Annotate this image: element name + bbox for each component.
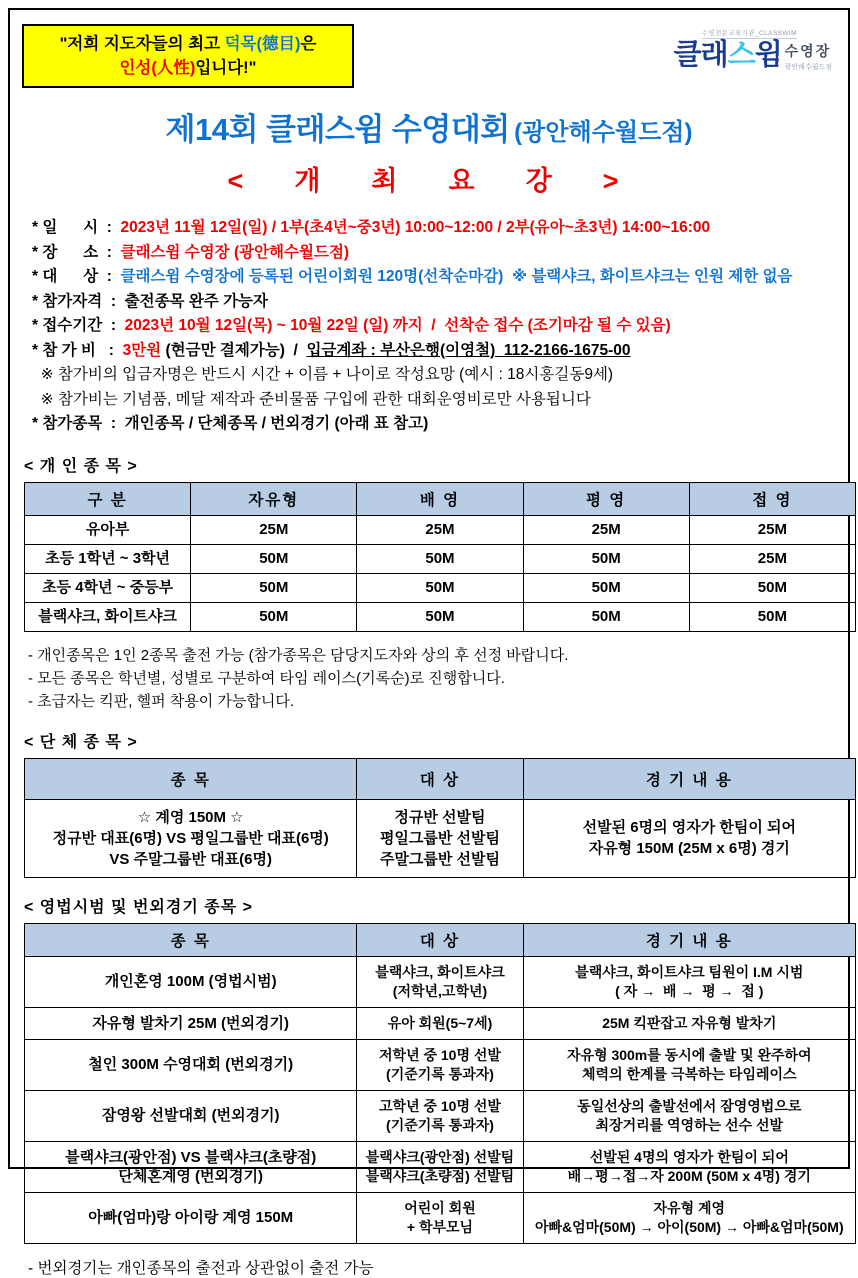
table-cell-line: 아빠&엄마(50M) → 아이(50M) → 아빠&엄마(50M) xyxy=(534,1218,844,1235)
table-header-cell: 경 기 내 용 xyxy=(523,923,855,956)
table-cell xyxy=(25,956,357,1007)
table-cell xyxy=(357,1090,523,1141)
exhibition-events-heading: < 영법시범 및 번외경기 종목 > xyxy=(24,898,253,916)
logo-wordmark-part: 클래 xyxy=(673,39,728,71)
text-segment: 인성(人性) xyxy=(119,59,196,77)
text-segment: * 일 시 : xyxy=(32,219,121,236)
table-cell-line: 블랙샤크, 화이트샤크 팀원이 I.M 시범 xyxy=(575,963,804,980)
table-cell xyxy=(523,602,689,631)
table-cell-line: + 학부모님 xyxy=(406,1218,474,1235)
table-cell-line: 블랙샤크(초량점) 선발팀 xyxy=(365,1167,515,1184)
logo-main xyxy=(674,39,832,72)
table-cell-line: 선발된 4명의 영자가 한팀이 되어 xyxy=(589,1148,789,1165)
table-cell xyxy=(25,799,357,877)
table-row xyxy=(25,799,856,877)
table-cell-line: 유아 회원(5~7세) xyxy=(387,1014,493,1031)
table-cell-line: 철인 300M 수영대회 (번외경기) xyxy=(88,1056,294,1073)
table-cell-line: 50M xyxy=(425,607,455,625)
title-branch: (광안해수월드점) xyxy=(514,119,693,146)
table-cell-line: (기준기록 통과자) xyxy=(386,1116,494,1133)
table-row xyxy=(25,602,856,631)
info-line xyxy=(32,339,836,364)
table-cell xyxy=(191,602,357,631)
table-cell xyxy=(357,1007,523,1039)
text-segment: 개인종목 / 단체종목 / 번외경기 (아래 표 참고) xyxy=(124,415,429,432)
logo-wordmark-part: 윔 xyxy=(754,39,782,71)
table-header-row xyxy=(25,758,856,799)
table-header-cell: 대 상 xyxy=(357,758,523,799)
table-cell-line: (저학년,고학년) xyxy=(392,982,488,999)
text-segment: 출전종목 완주 가능자 xyxy=(124,292,268,310)
text-segment: * 접수기간 : xyxy=(32,317,125,334)
text-segment: 클래스윔 수영장 (광안해수월드점) xyxy=(120,243,350,261)
text-segment: * 장 소 : xyxy=(32,243,121,261)
text-segment: * 참가종목 : xyxy=(32,415,125,432)
text-segment: 은 xyxy=(300,35,317,53)
exhibition-events-table xyxy=(24,923,856,1244)
table-cell-line: 자유형 300m를 동시에 출발 및 완주하여 xyxy=(566,1046,812,1063)
table-cell-line: 아빠(엄마)랑 아이랑 계영 150M xyxy=(88,1209,294,1226)
text-segment: ※ 참가비의 입금자명은 반드시 시간 + 이름 + 나이로 작성요망 (예시 : 18시홍길동9세) xyxy=(32,366,614,383)
table-cell xyxy=(357,1192,523,1243)
info-note-line xyxy=(32,388,836,413)
table-cell xyxy=(357,956,523,1007)
document-header xyxy=(22,24,836,88)
table-cell xyxy=(523,1039,855,1090)
text-segment: ※ 참가비는 기념품, 메달 제작과 준비물품 구입에 관한 대회운영비로만 사용됩니다 xyxy=(32,390,591,408)
table-cell xyxy=(25,1192,357,1243)
table-cell xyxy=(523,1192,855,1243)
table-cell-line: 어린이 회원 xyxy=(404,1199,476,1216)
document-title xyxy=(22,104,836,149)
table-cell xyxy=(523,544,689,573)
table-cell-line: 잠영왕 선발대회 (번외경기) xyxy=(101,1107,280,1124)
table-row xyxy=(25,1141,856,1192)
info-line xyxy=(32,265,836,290)
table-row xyxy=(25,544,856,573)
table-cell-line: 50M xyxy=(757,607,787,625)
table-cell-line: 체력의 한계를 극복하는 타임레이스 xyxy=(582,1065,797,1082)
text-segment: 2023년 10월 12일(목) ~ 10월 22일 (일) 까지 / 선착순 접수 (조기마감 될 수 있음) xyxy=(124,317,671,334)
logo-wordmark xyxy=(674,39,782,71)
table-cell xyxy=(191,515,357,544)
team-events-table xyxy=(24,758,856,878)
table-cell xyxy=(25,1007,357,1039)
table-cell xyxy=(25,573,191,602)
table-cell xyxy=(523,1007,855,1039)
logo-branch-label: 광안해수월드점 xyxy=(784,64,832,71)
table-cell-line: 블랙샤크(광안점) VS 블랙샤크(초량점) xyxy=(65,1148,317,1166)
info-line xyxy=(32,241,836,266)
info-line xyxy=(32,314,836,339)
table-header-row xyxy=(25,923,856,956)
table-cell xyxy=(689,602,855,631)
table-cell-line: 배→평→접→자 200M (50M x 4명) 경기 xyxy=(567,1167,811,1184)
table-row xyxy=(25,573,856,602)
table-header-row xyxy=(25,482,856,515)
table-cell-line: 초등 1학년 ~ 3학년 xyxy=(45,549,171,567)
text-segment: * 참 가 비 : xyxy=(32,341,123,359)
table-cell-line: 25M xyxy=(259,520,289,538)
table-cell-line: 유아부 xyxy=(85,520,130,538)
table-row xyxy=(25,1007,856,1039)
table-header-cell: 경 기 내 용 xyxy=(523,758,855,799)
document-page xyxy=(8,8,850,1277)
table-cell-line: 50M xyxy=(757,578,787,596)
table-cell xyxy=(25,1141,357,1192)
event-info-list xyxy=(22,216,836,437)
table-cell-line: 블랙샤크, 화이트샤크 xyxy=(375,963,505,980)
table-cell xyxy=(25,1039,357,1090)
table-cell-line: 50M xyxy=(425,549,455,567)
table-cell xyxy=(25,1090,357,1141)
text-segment: 2023년 11월 12일(일) / 1부(초4년~중3년) 10:00~12:00 / 2부(유아~초3년) 14:00~16:00 xyxy=(120,219,711,236)
note-line: - 초급자는 킥판, 헬퍼 착용이 가능합니다. xyxy=(28,692,295,710)
table-cell-line: 선발된 6명의 영자가 한팀이 되어 xyxy=(582,819,796,836)
table-cell-line: 50M xyxy=(591,607,621,625)
table-cell-line: 주말그룹반 선발팀 xyxy=(379,850,501,868)
table-cell xyxy=(357,573,523,602)
table-cell-line: 50M xyxy=(259,578,289,596)
table-cell-line: 최장거리를 역영하는 선수 선발 xyxy=(595,1116,784,1133)
table-cell xyxy=(689,544,855,573)
table-cell-line: 단체혼계영 (번외경기) xyxy=(118,1167,263,1185)
info-line xyxy=(32,290,836,315)
table-header-cell: 종 목 xyxy=(25,758,357,799)
table-cell xyxy=(523,515,689,544)
table-header-cell: 자유형 xyxy=(191,482,357,515)
info-line xyxy=(32,412,836,437)
table-cell-line: 고학년 중 10명 선발 xyxy=(379,1097,501,1114)
table-cell xyxy=(523,956,855,1007)
table-row xyxy=(25,1039,856,1090)
individual-events-notes xyxy=(28,644,836,713)
table-cell-line: 25M xyxy=(757,549,787,567)
table-cell xyxy=(523,1141,855,1192)
table-cell-line: 50M xyxy=(259,607,289,625)
table-cell-line: 50M xyxy=(591,549,621,567)
table-cell xyxy=(689,515,855,544)
table-cell-line: 초등 4학년 ~ 중등부 xyxy=(42,578,174,596)
note-line: - 모든 종목은 학년별, 성별로 구분하여 타임 레이스(기록순)로 진행합니다. xyxy=(28,669,505,687)
logo-pool-label: 수영장 xyxy=(784,43,832,59)
table-cell xyxy=(357,1039,523,1090)
document-subtitle: < 개 최 요 강 > xyxy=(227,166,631,196)
table-cell xyxy=(357,799,523,877)
table-cell xyxy=(357,544,523,573)
table-cell-line: ( 자 → 배 → 평 → 접 ) xyxy=(615,982,764,999)
table-cell-line: 50M xyxy=(259,549,289,567)
classwim-logo xyxy=(674,28,832,72)
text-segment: 클래스윔 수영장에 등록된 어린이회원 120명(선착순마감) ※ 블랙샤크, 화이트샤크는 인원 제한 없음 xyxy=(120,268,793,285)
table-cell-line: 25M 킥판잡고 자유형 발차기 xyxy=(602,1014,777,1031)
table-row xyxy=(25,1090,856,1141)
table-cell-line: 25M xyxy=(757,520,787,538)
table-cell-line: 평일그룹반 선발팀 xyxy=(379,829,501,847)
table-cell-line: 25M xyxy=(425,520,455,538)
motto-line xyxy=(119,56,256,80)
table-cell xyxy=(25,515,191,544)
table-cell xyxy=(523,573,689,602)
table-header-cell: 종 목 xyxy=(25,923,357,956)
table-cell xyxy=(357,602,523,631)
info-line xyxy=(32,216,836,241)
table-cell-line: 블랙샤크, 화이트샤크 xyxy=(38,607,177,625)
table-cell xyxy=(25,602,191,631)
table-cell xyxy=(191,544,357,573)
table-cell-line: VS 주말그룹반 대표(6명) xyxy=(109,850,272,868)
table-cell-line: 자유형 계영 xyxy=(653,1199,726,1216)
text-segment: * 대 상 : xyxy=(32,268,121,285)
table-cell-line: 자유형 150M (25M x 6명) 경기 xyxy=(588,840,790,857)
table-cell xyxy=(191,573,357,602)
table-cell xyxy=(25,544,191,573)
table-cell xyxy=(523,1090,855,1141)
table-cell-line: 블랙샤크(광안점) 선발팀 xyxy=(365,1148,515,1165)
table-cell xyxy=(357,1141,523,1192)
note-line: - 개인종목은 1인 2종목 출전 가능 (참가종목은 담당지도자와 상의 후 선정 바랍니다. xyxy=(28,646,569,664)
table-cell-line: 자유형 발차기 25M (번외경기) xyxy=(92,1014,289,1032)
table-cell-line: 50M xyxy=(425,578,455,596)
footer-note: - 번외경기는 개인종목의 출전과 상관없이 출전 가능 xyxy=(28,1259,374,1277)
table-row xyxy=(25,1192,856,1243)
motto-quote-box xyxy=(22,24,354,88)
table-header-cell: 평 영 xyxy=(523,482,689,515)
logo-right-block xyxy=(785,41,832,72)
table-cell xyxy=(357,515,523,544)
title-main: 제14회 클래스윔 수영대회 xyxy=(165,112,510,147)
individual-events-heading: < 개 인 종 목 > xyxy=(24,457,138,475)
table-header-cell: 구 분 xyxy=(25,482,191,515)
table-cell-line: 정규반 대표(6명) VS 평일그룹반 대표(6명) xyxy=(52,829,329,847)
text-segment: (현금만 결제가능) / xyxy=(161,341,307,359)
table-cell-line: 50M xyxy=(591,578,621,596)
table-cell-line: 25M xyxy=(591,520,621,538)
team-events-heading: < 단 체 종 목 > xyxy=(24,733,138,751)
text-segment: * 참가자격 : xyxy=(32,292,125,310)
table-cell xyxy=(523,799,855,877)
table-row xyxy=(25,956,856,1007)
motto-line xyxy=(60,32,317,56)
table-cell-line: 개인혼영 100M (영법시범) xyxy=(104,973,277,990)
table-cell-line: ☆ 계영 150M ☆ xyxy=(137,808,244,826)
table-header-cell: 대 상 xyxy=(357,923,523,956)
logo-top-text: 수영전문교육기관_CLASSWIM xyxy=(701,30,797,37)
logo-wordmark-part: 스 xyxy=(727,39,755,71)
text-segment: 3만원 xyxy=(122,341,162,359)
table-header-cell: 배 영 xyxy=(357,482,523,515)
text-segment: "저희 지도자들의 최고 xyxy=(59,35,225,53)
table-row xyxy=(25,515,856,544)
info-note-line xyxy=(32,363,836,388)
individual-events-table xyxy=(24,482,856,632)
table-cell-line: 정규반 선발팀 xyxy=(394,808,486,826)
table-cell-line: 저학년 중 10명 선발 xyxy=(379,1046,501,1063)
text-segment: 입니다!" xyxy=(195,59,257,77)
text-segment: 덕목(德目) xyxy=(224,35,301,53)
table-cell-line: (기준기록 통과자) xyxy=(386,1065,494,1082)
table-cell-line: 동일선상의 출발선에서 잠영영법으로 xyxy=(577,1097,802,1114)
table-header-cell: 접 영 xyxy=(689,482,855,515)
text-segment: 입금계좌 : 부산은행(이영철) 112-2166-1675-00 xyxy=(306,341,631,359)
table-cell xyxy=(689,573,855,602)
